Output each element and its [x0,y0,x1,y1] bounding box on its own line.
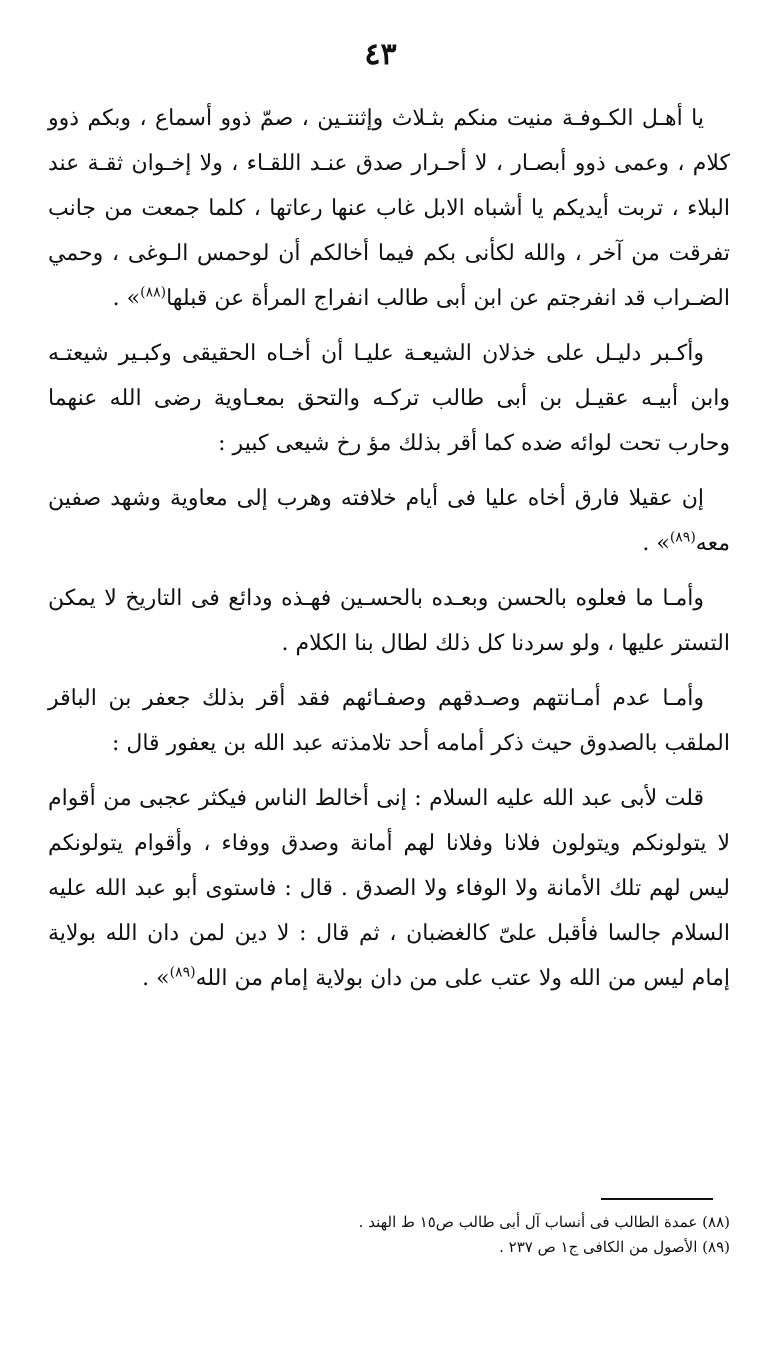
paragraph [48,476,730,566]
paragraph [48,331,730,466]
paragraph-text: وأمـا عدم أمـانتهم وصـدقهم وصفـائهم فقد أقر بذلك جعفر بن الباقر الملقب بالصدوق حيث ذكر أمامه أحد تلامذته عبد الله بن يعفور قال : [48,686,730,756]
paragraph [48,776,730,1001]
main-text [48,96,730,1011]
paragraph [48,96,730,321]
paragraph [48,576,730,666]
paragraph-end: » . [642,531,670,556]
paragraph-text: وأكـبر دليـل على خذلان الشيعـة عليـا أن أخـاه الحقيقى وكبـير شيعتـه وابن أبيـه عقيـل بن أبى طالب تركـه والتحق بمعـاوية رضى الله عنهما وحارب تحت لوائه ضده كما أقر بذلك مؤ رخ شيعى كبير : [48,341,730,456]
paragraph-end: » . [142,966,170,991]
footnote: (٨٨) عمدة الطالب فى أنساب آل أبى طالب ص١٥ ط الهند . [358,1213,730,1231]
page-number: ٤٣ [364,37,397,72]
footnote-divider [601,1198,713,1200]
paragraph-text: يا أهـل الكـوفـة منيت منكم بثـلاث وإثنتـين ، صمّ ذوو أسماع ، وبكم ذوو كلام ، وعمى ذوو أبصـار ، لا أحـرار صدق عنـد اللقـاء ، ولا إخـوان ثقـة عند البلاء ، تربت أيديكم يا أشباه الابل غاب عنها رعاتها ، كلما جمعت من جانب تفرقت من آخر ، والله لكأنى بكم فيما أخالكم أن لوحمس الـوغى ، وحمي الضـراب قد انفرجتم عن ابن أبى طالب انفراج المرأة عن قبلها [48,106,730,311]
footnote: (٨٩) الأصول من الكافى ج١ ص ٢٣٧ . [499,1238,730,1256]
paragraph-end: » . [112,286,141,311]
footnote-marker: (٨٨) [140,284,167,301]
paragraph-text: إن عقيلا فارق أخاه عليا فى أيام خلافته وهرب إلى معاوية وشهد صفين معه [48,486,730,556]
footnote-marker: (٨٩) [169,964,196,981]
paragraph-text: وأمـا ما فعلوه بالحسن وبعـده بالحسـين فهـذه ودائع فى التاريخ لا يمكن التستر عليها ، ولو سردنا كل ذلك لطال بنا الكلام . [48,586,730,656]
paragraph-text: قلت لأبى عبد الله عليه السلام : إنى أخالط الناس فيكثر عجبى من أقوام لا يتولونكم ويتولون فلانا وفلانا لهم أمانة وصدق ووفاء ، وأقوام يتولونكم ليس لهم تلك الأمانة ولا الوفاء ولا الصدق . قال : فاستوى أبو عبد الله عليه السلام جالسا فأقبل علىّ كالغضبان ، ثم قال : لا دين لمن دان الله بولاية إمام ليس من الله ولا عتب على من دان بولاية إمام من الله [48,786,730,991]
paragraph [48,676,730,766]
footnotes [48,1210,730,1260]
footnote-marker: (٨٩) [669,529,696,546]
